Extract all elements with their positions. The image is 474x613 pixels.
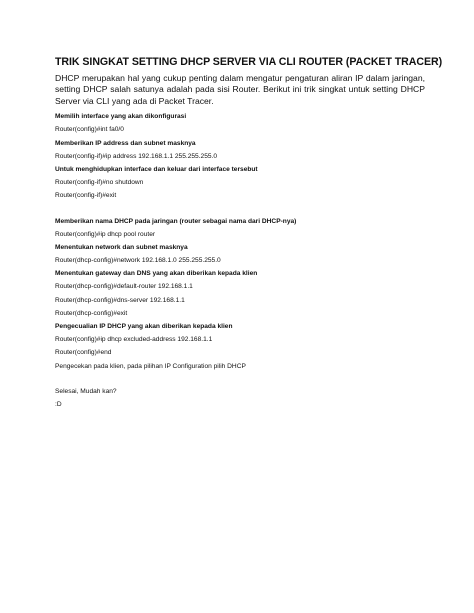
command-line: Router(dhcp-config)#exit — [55, 309, 128, 317]
command-line: Router(config-if)#no shutdown — [55, 179, 144, 187]
command-line: Router(config)#ip dhcp pool router — [55, 230, 156, 238]
command-line: Router(config)#int fa0/0 — [55, 126, 124, 134]
command-line: Router(dhcp-config)#default-router 192.168.1.1 — [55, 283, 193, 291]
step-heading-select-interface: Memilih interface yang akan dikonfigurasi — [55, 113, 187, 121]
interface-config-section — [55, 113, 425, 200]
section-spacer — [55, 206, 425, 218]
section-spacer — [55, 376, 425, 388]
step-heading-enable-interface: Untuk menghidupkan interface dan keluar dari interface tersebut — [55, 165, 258, 173]
document-content — [55, 56, 443, 414]
command-line: Router(dhcp-config)#dns-server 192.168.1.1 — [55, 296, 185, 304]
document-title: TRIK SINGKAT SETTING DHCP SERVER VIA CLI ROUTER (PACKET TRACER) — [55, 56, 443, 68]
client-check-note: Pengecekan pada klien, pada pilihan IP Configuration pilih DHCP — [55, 362, 246, 370]
closing-text: Selesai, Mudah kan? — [55, 387, 117, 395]
step-heading-dhcp-pool: Memberikan nama DHCP pada jaringan (router sebagai nama dari DHCP-nya) — [55, 217, 297, 225]
step-heading-gateway-dns: Menentukan gateway dan DNS yang akan diberikan kepada klien — [55, 270, 258, 278]
command-line: Router(config-if)#ip address 192.168.1.1 255.255.255.0 — [55, 152, 218, 160]
command-line: Router(config-if)#exit — [55, 192, 117, 200]
closing-emoticon: :D — [55, 400, 62, 408]
step-heading-ip-address: Memberikan IP address dan subnet masknya — [55, 139, 196, 147]
dhcp-config-section — [55, 218, 425, 371]
intro-paragraph: DHCP merupakan hal yang cukup penting dalam mengatur pengaturan aliran IP dalam jaringan, setting DHCP salah satunya adalah pada sisi Router. Berikut ini trik singkat untuk setting DHCP Server via CLI yang ada di Packet Tracer. — [55, 73, 425, 106]
step-heading-excluded-address: Pengecualian IP DHCP yang akan diberikan kepada klien — [55, 323, 233, 331]
closing-section — [55, 388, 425, 409]
step-heading-network: Menentukan network dan subnet masknya — [55, 243, 188, 251]
command-line: Router(config)#end — [55, 349, 112, 357]
command-line: Router(config)#ip dhcp excluded-address 192.168.1.1 — [55, 336, 213, 344]
command-line: Router(dhcp-config)#network 192.168.1.0 255.255.255.0 — [55, 257, 221, 265]
